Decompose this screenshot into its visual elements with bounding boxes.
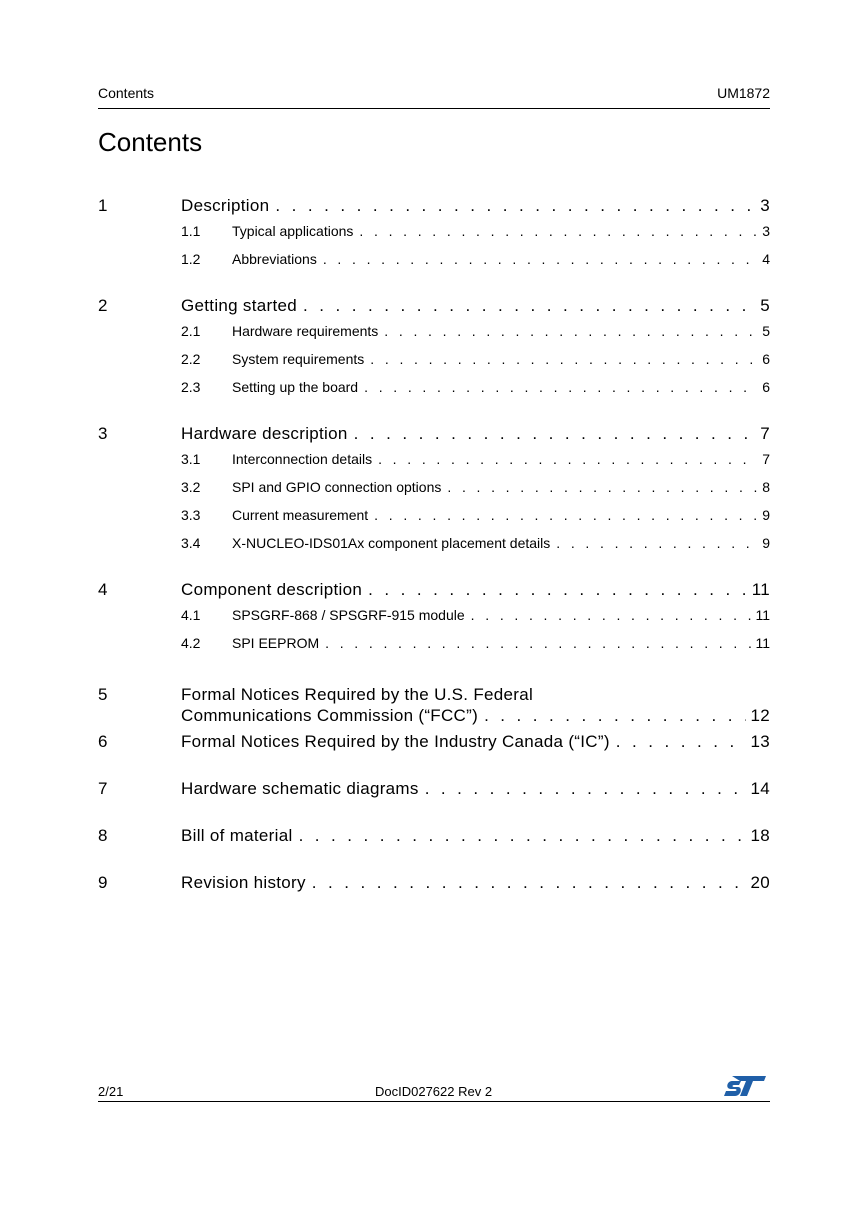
toc-chapter (98, 580, 770, 663)
section-title: Abbreviations (232, 251, 317, 267)
toc-section-entry[interactable] (98, 507, 770, 535)
toc-chapter (98, 826, 770, 847)
dot-leader (447, 479, 758, 495)
dot-leader (312, 873, 747, 893)
page-number: 12 (750, 706, 770, 725)
toc-chapter-entry[interactable] (98, 424, 770, 445)
chapter-title: Bill of material (181, 826, 293, 845)
toc-section-entry[interactable] (98, 251, 770, 279)
page-number: 20 (750, 873, 770, 892)
toc-chapter-entry[interactable] (98, 685, 770, 725)
chapter-number: 9 (98, 873, 108, 892)
toc-chapter-entry[interactable] (98, 732, 770, 753)
toc-chapter (98, 779, 770, 800)
toc-chapter-entry[interactable] (98, 296, 770, 317)
toc-chapter-entry[interactable] (98, 196, 770, 217)
page-number: 9 (762, 535, 770, 551)
dot-leader (368, 580, 748, 600)
page-number: 14 (750, 779, 770, 798)
toc-chapter-entry[interactable] (98, 826, 770, 847)
chapter-number: 3 (98, 424, 108, 443)
section-title: SPSGRF-868 / SPSGRF-915 module (232, 607, 465, 623)
page-number: 9 (762, 507, 770, 523)
dot-leader (275, 196, 756, 216)
header-doc-code: UM1872 (717, 85, 770, 101)
chapter-number: 6 (98, 732, 108, 751)
footer-page-number: 2/21 (98, 1084, 124, 1099)
toc-chapter (98, 873, 770, 894)
chapter-number: 4 (98, 580, 108, 599)
chapter-number: 2 (98, 296, 108, 315)
section-number: 3.3 (181, 507, 201, 523)
section-number: 2.1 (181, 323, 201, 339)
chapter-title-line1: Formal Notices Required by the U.S. Federal (181, 685, 534, 704)
chapter-title: Description (181, 196, 270, 215)
section-number: 2.2 (181, 351, 201, 367)
page-number: 6 (762, 351, 770, 367)
page-number: 5 (760, 296, 770, 315)
dot-leader (556, 535, 758, 551)
dot-leader (378, 451, 758, 467)
toc-section-entry[interactable] (98, 323, 770, 351)
page-number: 11 (755, 607, 770, 623)
toc-chapter-entry[interactable] (98, 779, 770, 800)
section-title: Setting up the board (232, 379, 359, 395)
header-rule (98, 108, 770, 109)
chapter-number: 5 (98, 685, 108, 704)
page-number: 3 (762, 223, 770, 239)
dot-leader (616, 732, 747, 752)
chapter-title: Getting started (181, 296, 298, 315)
chapter-number: 1 (98, 196, 108, 215)
page-number: 3 (760, 196, 770, 215)
section-title: Hardware requirements (232, 323, 379, 339)
section-number: 1.1 (181, 223, 201, 239)
page-number: 11 (755, 635, 770, 651)
section-title: SPI and GPIO connection options (232, 479, 442, 495)
toc-chapter-entry[interactable] (98, 873, 770, 894)
chapter-number: 7 (98, 779, 108, 798)
chapter-title: Formal Notices Required by the Industry Canada (“IC”) (181, 732, 610, 751)
section-title: Interconnection details (232, 451, 373, 467)
section-title: Current measurement (232, 507, 369, 523)
toc-chapter-entry[interactable] (98, 580, 770, 601)
dot-leader (354, 424, 757, 444)
toc-section-entry[interactable] (98, 223, 770, 251)
dot-leader (374, 507, 758, 523)
section-number: 2.3 (181, 379, 201, 395)
dot-leader (425, 779, 747, 799)
dot-leader (484, 706, 746, 726)
dot-leader (370, 351, 758, 367)
toc-chapter (98, 685, 770, 725)
page-number: 11 (751, 580, 770, 599)
dot-leader (325, 635, 751, 651)
toc-chapter (98, 424, 770, 563)
section-title: X-NUCLEO-IDS01Ax component placement details (232, 535, 551, 551)
toc-section-entry[interactable] (98, 479, 770, 507)
chapter-title: Revision history (181, 873, 306, 892)
page-number: 4 (762, 251, 770, 267)
footer-rule (98, 1101, 770, 1102)
toc-chapter (98, 196, 770, 279)
section-title: SPI EEPROM (232, 635, 320, 651)
dot-leader (364, 379, 758, 395)
toc-section-entry[interactable] (98, 451, 770, 479)
header-section-title: Contents (98, 85, 155, 101)
page-number: 8 (762, 479, 770, 495)
page-number: 6 (762, 379, 770, 395)
dot-leader (359, 223, 758, 239)
toc-section-entry[interactable] (98, 635, 770, 663)
section-number: 4.2 (181, 635, 201, 651)
chapter-title: Hardware description (181, 424, 348, 443)
section-number: 4.1 (181, 607, 201, 623)
section-number: 1.2 (181, 251, 201, 267)
dot-leader (384, 323, 758, 339)
toc-section-entry[interactable] (98, 607, 770, 635)
section-number: 3.2 (181, 479, 201, 495)
chapter-title: Communications Commission (“FCC”) (181, 706, 479, 725)
page-number: 18 (750, 826, 770, 845)
page-title: Contents (98, 127, 203, 157)
dot-leader (303, 296, 756, 316)
chapter-number: 8 (98, 826, 108, 845)
footer-doc-id: DocID027622 Rev 2 (375, 1084, 493, 1099)
section-title: Typical applications (232, 223, 354, 239)
page-number: 13 (750, 732, 770, 751)
toc-chapter (98, 296, 770, 407)
toc-section-entry[interactable] (98, 351, 770, 379)
dot-leader (471, 607, 752, 623)
dot-leader (299, 826, 747, 846)
section-number: 3.1 (181, 451, 201, 467)
page-number: 5 (762, 323, 770, 339)
toc-section-entry[interactable] (98, 379, 770, 407)
dot-leader (323, 251, 758, 267)
toc-section-entry[interactable] (98, 535, 770, 563)
table-of-contents (98, 196, 770, 911)
section-title: System requirements (232, 351, 365, 367)
toc-chapter (98, 732, 770, 753)
chapter-title: Component description (181, 580, 363, 599)
page-number: 7 (760, 424, 770, 443)
chapter-title: Hardware schematic diagrams (181, 779, 419, 798)
section-number: 3.4 (181, 535, 201, 551)
st-logo-icon (722, 1074, 768, 1098)
page-number: 7 (762, 451, 770, 467)
